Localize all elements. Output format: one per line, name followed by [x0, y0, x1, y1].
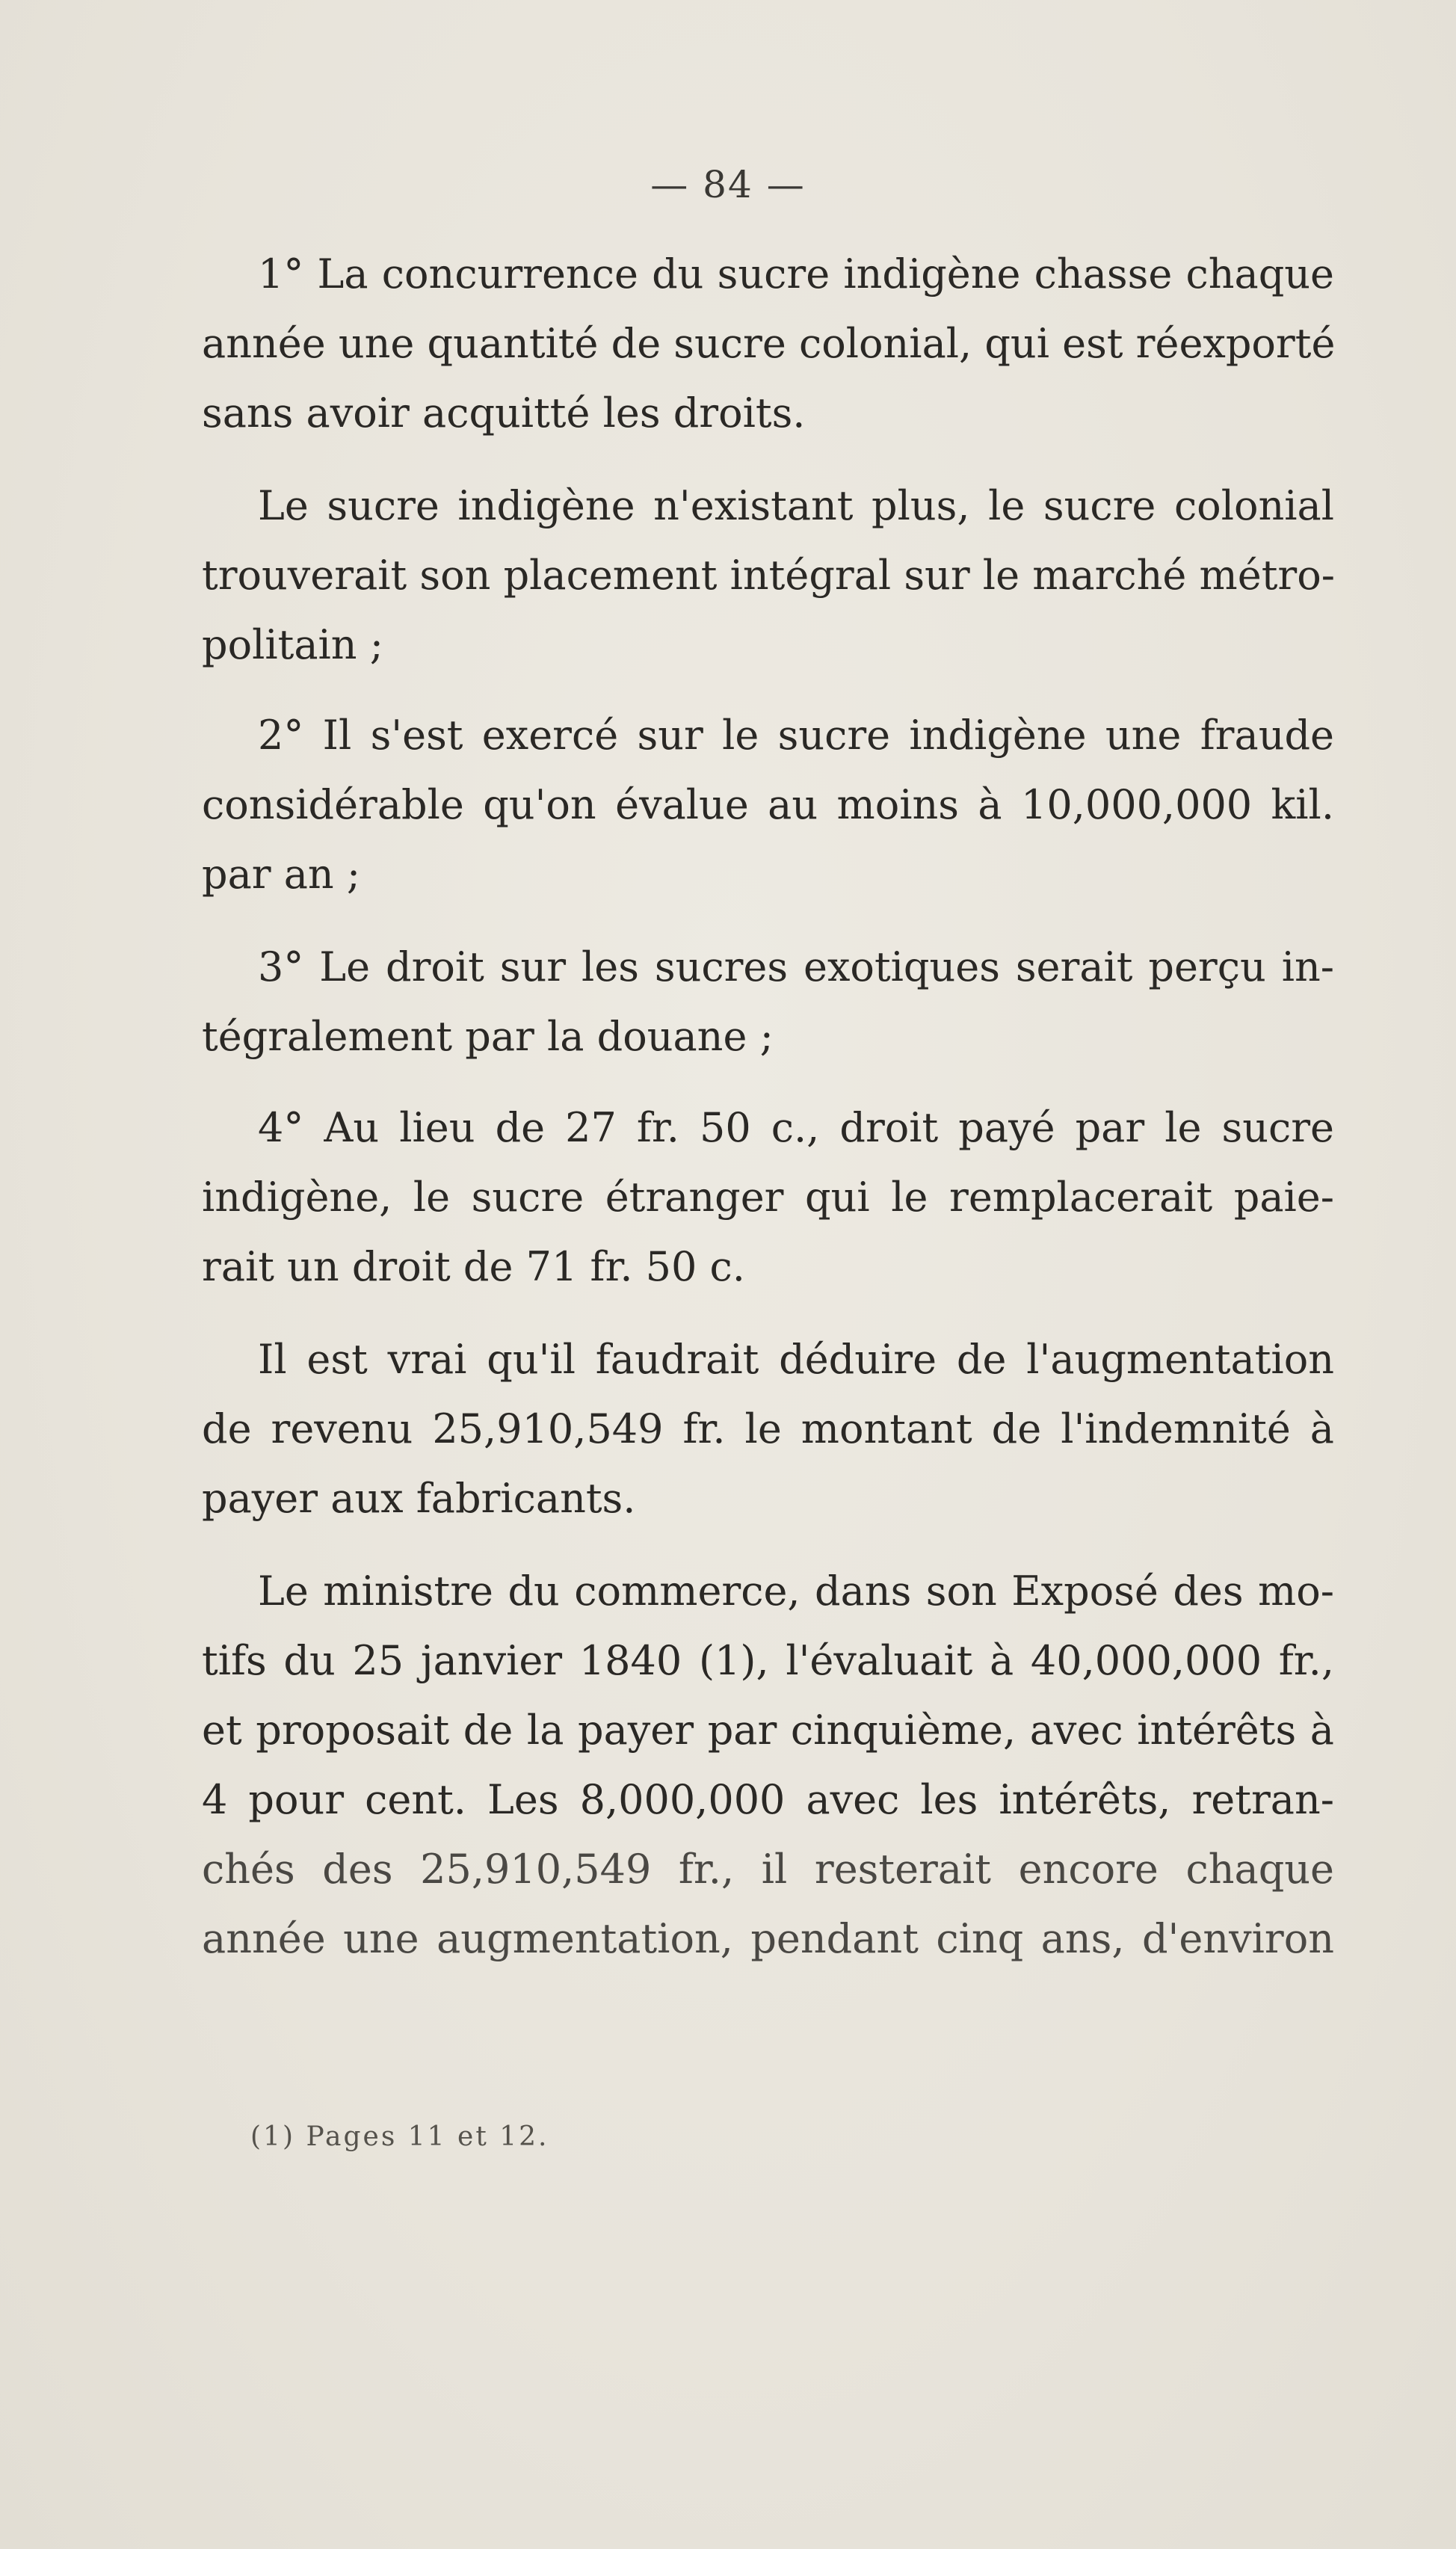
paragraph-1 [202, 239, 1334, 448]
paragraph-line: 3° Le droit sur les sucres exotiques serait perçu in- [258, 943, 1334, 990]
footnote: (1) Pages 11 et 12. [250, 2121, 549, 2152]
paragraph-line: et proposait de la payer par cinquième, avec intérêts à [202, 1707, 1334, 1754]
page-number: — 84 — [650, 163, 806, 206]
paragraph-line: année une augmentation, pendant cinq ans, d'environ [202, 1915, 1334, 1962]
paragraph-2 [202, 471, 1334, 679]
paragraph-line: Le ministre du commerce, dans son Exposé des mo- [258, 1568, 1334, 1615]
paragraph-line: indigène, le sucre étranger qui le remplacerait paie- [202, 1174, 1334, 1221]
paragraph-line: trouverait son placement intégral sur le marché métro- [202, 552, 1335, 599]
paragraph-line: chés des 25,910,549 fr., il resterait encore chaque [202, 1846, 1334, 1893]
paragraph-line: 2° Il s'est exercé sur le sucre indigène une fraude [258, 712, 1334, 759]
paragraph-line: Le sucre indigène n'existant plus, le sucre colonial [258, 482, 1334, 529]
paragraph-line: Il est vrai qu'il faudrait déduire de l'augmentation [258, 1336, 1334, 1383]
paragraph-7 [202, 1556, 1334, 1973]
paragraph-line: rait un droit de 71 fr. 50 c. [202, 1243, 745, 1290]
paragraph-line: année une quantité de sucre colonial, qui est réexporté [202, 320, 1336, 367]
paragraph-5 [202, 1093, 1334, 1301]
paragraph-line: payer aux fabricants. [202, 1475, 636, 1522]
paragraph-line: sans avoir acquitté les droits. [202, 389, 806, 437]
paragraph-line: politain ; [202, 621, 383, 668]
paragraph-line: 4 pour cent. Les 8,000,000 avec les intérêts, retran- [202, 1776, 1334, 1823]
paragraph-line: tifs du 25 janvier 1840 (1), l'évaluait à 40,000,000 fr., [202, 1637, 1334, 1684]
paragraph-line: 1° La concurrence du sucre indigène chasse chaque [258, 250, 1334, 298]
paragraph-line: de revenu 25,910,549 fr. le montant de l'indemnité à [202, 1405, 1334, 1452]
paragraph-line: par an ; [202, 851, 361, 898]
paragraph-line: tégralement par la douane ; [202, 1013, 774, 1060]
paragraph-line: 4° Au lieu de 27 fr. 50 c., droit payé par le sucre [258, 1104, 1334, 1151]
paragraph-3 [202, 700, 1334, 909]
paragraph-line: considérable qu'on évalue au moins à 10,000,000 kil. [202, 781, 1334, 828]
paragraph-4 [202, 932, 1334, 1071]
paragraph-6 [202, 1325, 1334, 1533]
